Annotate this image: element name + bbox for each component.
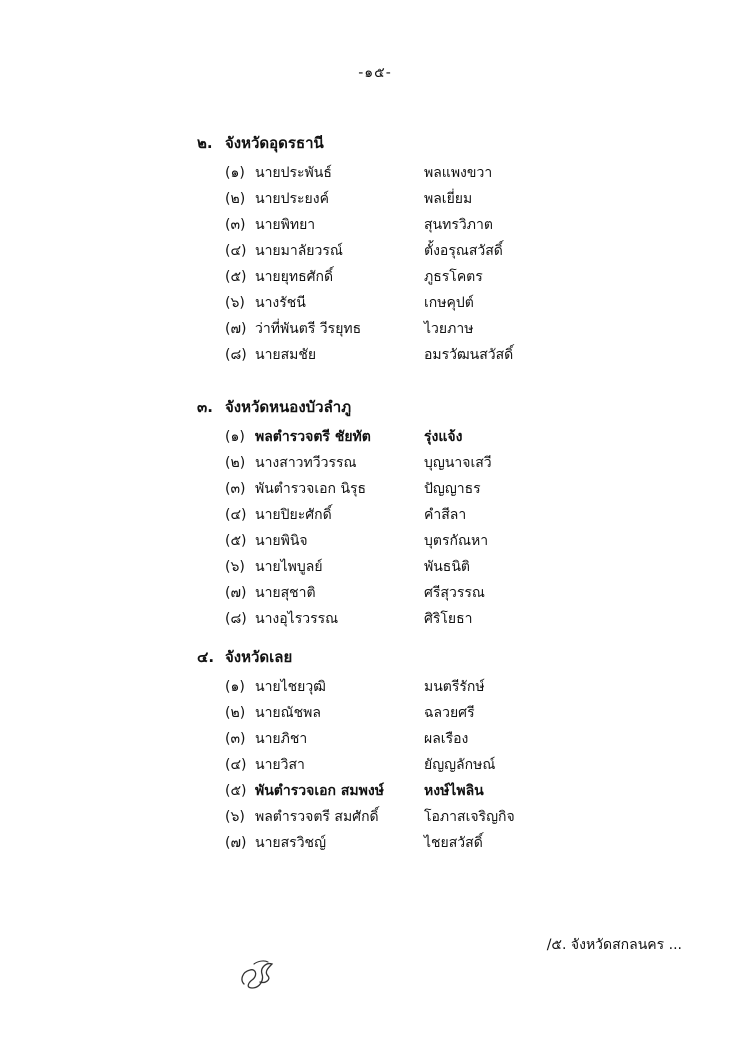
member-last-name: พลแพงขวา [424,165,493,181]
list-item [197,290,677,316]
member-first-name: พันตำรวจเอก สมพงษ์ [255,783,384,799]
member-last-name: ผลเรือง [424,731,469,747]
member-first-name: นายมาลัยวรณ์ [255,243,343,259]
member-first-name: พลตำรวจตรี ชัยทัต [255,429,371,445]
member-last-name: โอภาสเจริญกิจ [424,809,515,825]
member-last-name: สุนทรวิภาต [424,217,493,233]
item-index: (๒) [225,191,246,207]
list-item [197,160,677,186]
list-item [197,778,677,804]
page-number: -๑๕- [358,65,392,81]
member-last-name: ยัญญลักษณ์ [424,757,496,773]
member-first-name: นายวิสา [255,757,305,773]
item-index: (๑) [225,165,245,181]
member-last-name: ศรีสุวรรณ [424,585,485,601]
item-index: (๕) [225,783,247,799]
item-index: (๑) [225,679,245,695]
member-last-name: อมรวัฒนสวัสดิ์ [424,347,514,363]
item-index: (๕) [225,533,247,549]
member-last-name: คำสีลา [424,507,467,523]
section-number: ๒. [197,134,213,152]
section-heading [197,646,677,668]
section [197,646,677,856]
list-item [197,342,677,368]
member-first-name: นายยุทธศักดิ์ [255,269,334,285]
item-index: (๖) [225,295,245,311]
list-item [197,212,677,238]
member-last-name: พันธนิติ [424,559,471,575]
item-index: (๖) [225,559,245,575]
member-last-name: มนตรีรักษ์ [424,679,485,695]
list-item [197,238,677,264]
list-item [197,830,677,856]
section-heading [197,396,677,418]
member-first-name: นายสุชาติ [255,585,316,601]
item-index: (๗) [225,585,247,601]
item-index: (๔) [225,757,247,773]
member-first-name: นายสมชัย [255,347,317,363]
member-last-name: ปัญญาธร [424,481,481,497]
member-first-name: นายภิชา [255,731,308,747]
list-item [197,528,677,554]
member-last-name: รุ่งแจ้ง [424,429,463,445]
item-index: (๕) [225,269,247,285]
member-first-name: นายไพบูลย์ [255,559,323,575]
list-item [197,554,677,580]
list-item [197,264,677,290]
section-number: ๓. [197,398,213,416]
member-first-name: ว่าที่พันตรี วีรยุทธ [255,321,362,337]
list-item [197,700,677,726]
member-first-name: นางรัชนี [255,295,306,311]
section-title: จังหวัดเลย [225,648,293,666]
item-index: (๔) [225,243,247,259]
list-item [197,476,677,502]
member-first-name: นายพินิจ [255,533,308,549]
list-item [197,726,677,752]
section-title: จังหวัดหนองบัวลำภู [225,398,352,416]
section [197,132,677,368]
list-item [197,450,677,476]
section [197,396,677,632]
member-last-name: ฉลวยศรี [424,705,475,721]
member-last-name: ภูธรโคตร [424,269,483,285]
member-last-name: บุญนาจเสวี [424,455,492,471]
list-item [197,424,677,450]
list-item [197,804,677,830]
item-index: (๒) [225,705,246,721]
section-title: จังหวัดอุดรธานี [225,134,324,152]
item-index: (๓) [225,481,246,497]
list-item [197,186,677,212]
member-last-name: บุตรกัณหา [424,533,489,549]
item-index: (๑) [225,429,245,445]
member-last-name: ศิริโยธา [424,611,473,627]
member-first-name: นายประยงค์ [255,191,329,207]
member-last-name: ไชยสวัสดิ์ [424,835,483,851]
member-last-name: ไวยภาษ [424,321,474,337]
member-first-name: นายณัชพล [255,705,321,721]
item-index: (๗) [225,321,247,337]
member-first-name: นายสรวิชญ์ [255,835,326,851]
member-first-name: นายไชยวุฒิ [255,679,326,695]
list-item [197,606,677,632]
member-first-name: พลตำรวจตรี สมศักดิ์ [255,809,379,825]
member-last-name: ตั้งอรุณสวัสดิ์ [424,243,503,259]
member-first-name: นายปิยะศักดิ์ [255,507,332,523]
section-number: ๔. [197,648,215,666]
item-index: (๘) [225,347,247,363]
member-first-name: นายประพันธ์ [255,165,332,181]
item-index: (๗) [225,835,247,851]
continuation-note: /๕. จังหวัดสกลนคร ... [546,937,682,953]
list-item [197,316,677,342]
signature-icon [238,958,278,992]
item-index: (๔) [225,507,247,523]
member-first-name: นางสาวทวีวรรณ [255,455,357,471]
item-index: (๓) [225,731,246,747]
list-item [197,502,677,528]
member-first-name: นายพิทยา [255,217,316,233]
member-last-name: หงษ์ไพลิน [424,783,484,799]
item-index: (๒) [225,455,246,471]
member-last-name: พลเยี่ยม [424,191,473,207]
list-item [197,674,677,700]
list-item [197,580,677,606]
list-item [197,752,677,778]
item-index: (๓) [225,217,246,233]
item-index: (๖) [225,809,245,825]
member-first-name: พันตำรวจเอก นิรุธ [255,481,367,497]
member-last-name: เกษคุปต์ [424,295,474,311]
item-index: (๘) [225,611,247,627]
member-first-name: นางอุไรวรรณ [255,611,339,627]
section-heading [197,132,677,154]
